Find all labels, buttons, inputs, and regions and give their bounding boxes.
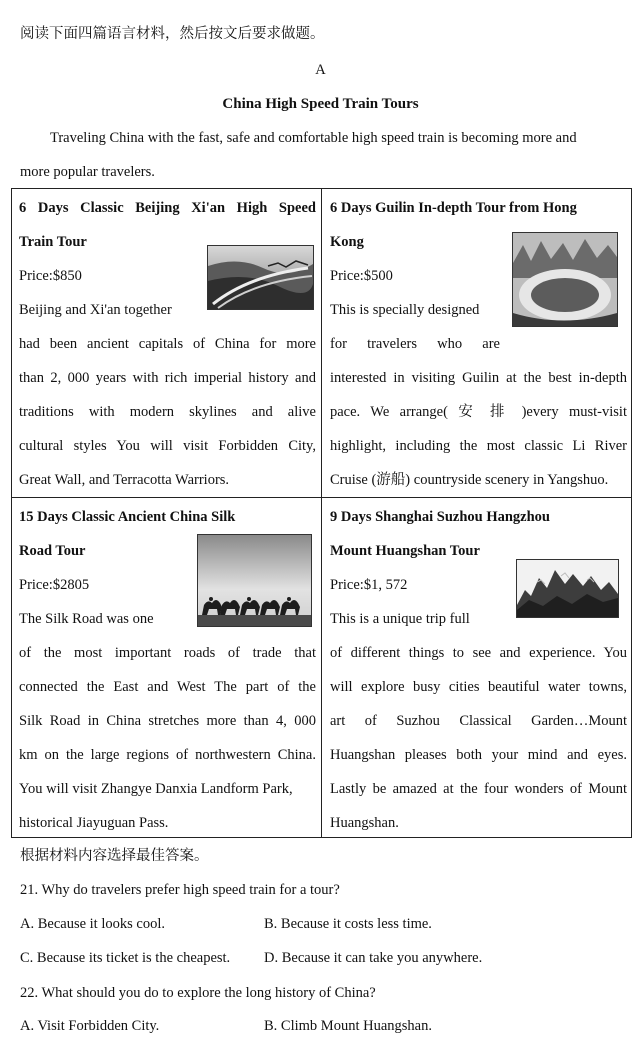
tour-desc-line: cultural styles You will visit Forbidden City,	[19, 438, 316, 454]
tour-price: Price:$1, 572	[330, 577, 408, 593]
tour-desc-line: of different things to see and experience. You	[330, 645, 627, 661]
tour-title-line: Mount Huangshan Tour	[330, 543, 480, 559]
tour-desc-line: connected the East and West The part of the	[19, 679, 316, 695]
tour-price: Price:$2805	[19, 577, 90, 593]
tour-price: Price:$500	[330, 268, 393, 284]
tour-desc-line: of the most important roads of trade that	[19, 645, 316, 661]
tour-desc-line: interested in visiting Guilin at the best in-depth	[330, 370, 627, 386]
tour-desc-line: Silk Road in China stretches more than 4, 000	[19, 713, 316, 729]
huangshan-mountain-photo	[516, 559, 619, 618]
camel-caravan-photo	[197, 534, 312, 627]
tour-desc-line: Huangshan pleases both your mind and eyes.	[330, 747, 627, 763]
q22-option-a: A. Visit Forbidden City.	[20, 1018, 160, 1034]
answer-prompt: 根据材料内容选择最佳答案。	[20, 848, 209, 864]
q21-option-b: B. Because it costs less time.	[264, 916, 432, 932]
tour-desc-line: Huangshan.	[330, 815, 399, 831]
tour-desc-line: The Silk Road was one	[19, 611, 154, 627]
tour-desc-line: than 2, 000 years with rich imperial history and	[19, 370, 316, 386]
intro-line-1: Traveling China with the fast, safe and comfortable high speed train is becoming more and	[50, 130, 577, 146]
q22-option-b: B. Climb Mount Huangshan.	[264, 1018, 432, 1034]
table-divider-horizontal	[12, 497, 631, 498]
tour-desc-line: Beijing and Xi'an together	[19, 302, 172, 318]
q21-option-c: C. Because its ticket is the cheapest.	[20, 950, 231, 966]
table-divider-vertical	[321, 189, 322, 837]
tour-desc-line: had been ancient capitals of China for more	[19, 336, 316, 352]
section-letter: A	[315, 62, 326, 78]
q21-option-a: A. Because it looks cool.	[20, 916, 165, 932]
tour-cell-shanghai-huangshan	[330, 500, 627, 840]
tour-cell-beijing-xian	[19, 191, 316, 497]
tour-desc-line: highlight, including the most classic Li River	[330, 438, 627, 454]
li-river-bend-photo	[512, 232, 618, 327]
question-21-stem: 21. Why do travelers prefer high speed train for a tour?	[20, 882, 340, 898]
tour-desc-line: historical Jiayuguan Pass.	[19, 815, 169, 831]
tours-table	[11, 188, 632, 838]
tour-desc-line: art of Suzhou Classical Garden…Mount	[330, 713, 627, 729]
tour-desc-line: This is specially designed	[330, 302, 480, 318]
tour-title-line: 15 Days Classic Ancient China Silk	[19, 509, 236, 525]
tour-desc-line: Lastly be amazed at the four wonders of Mount	[330, 781, 627, 797]
tour-desc-line: will explore busy cities beautiful water towns,	[330, 679, 627, 695]
tour-desc-line: pace. We arrange( 安 排 )every must-visit	[330, 404, 627, 420]
passage-title: China High Speed Train Tours	[222, 96, 419, 112]
tour-title-line: 6 Days Guilin In-depth Tour from Hong	[330, 200, 577, 216]
tour-title-line: Road Tour	[19, 543, 86, 559]
intro-line-2: more popular travelers.	[20, 164, 155, 180]
great-wall-highway-photo	[207, 245, 314, 310]
tour-title-line: 9 Days Shanghai Suzhou Hangzhou	[330, 509, 550, 525]
tour-desc-line: traditions with modern skylines and alive	[19, 404, 316, 420]
tour-title-line: Train Tour	[19, 234, 87, 250]
tour-price: Price:$850	[19, 268, 82, 284]
tour-title-line: Kong	[330, 234, 364, 250]
tour-desc-line: This is a unique trip full	[330, 611, 470, 627]
tour-desc-line: You will visit Zhangye Danxia Landform Park,	[19, 781, 293, 797]
tour-title-line: 6 Days Classic Beijing Xi'an High Speed	[19, 200, 316, 216]
instruction-text: 阅读下面四篇语言材料，然后按文后要求做题。	[20, 26, 325, 42]
question-22-stem: 22. What should you do to explore the long history of China?	[20, 985, 376, 1001]
tour-desc-line: Great Wall, and Terracotta Warriors.	[19, 472, 230, 488]
tour-desc-line: km on the large regions of northwestern China.	[19, 747, 316, 763]
tour-desc-line: Cruise (游船) countryside scenery in Yangshuo.	[330, 472, 609, 488]
tour-desc-line: for travelers who are	[330, 336, 500, 352]
q21-option-d: D. Because it can take you anywhere.	[264, 950, 483, 966]
